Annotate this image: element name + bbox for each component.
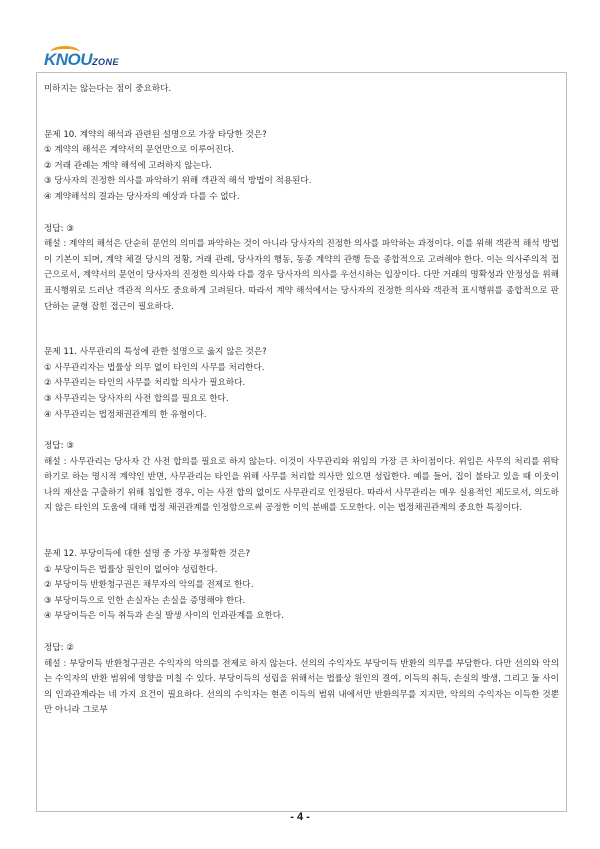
question-option: ③ 사무관리는 당사자의 사전 합의를 필요로 한다. <box>44 393 229 404</box>
question-option: ③ 당사자의 진정한 의사를 파악하기 위해 객관적 해석 방법이 적용된다. <box>44 176 312 187</box>
question-option: ② 사무관리는 타인의 사무를 처리할 의사가 필요하다. <box>44 378 246 389</box>
explanation-text: 해설 : 부당이득 반환청구권은 수익자의 악의를 전제로 하지 않는다. 선의의 수익자도 부당이득 반환의 의무를 부담한다. 다만 선의와 악의는 수익자의 반환 범위에 영향을 미칠 수 있다. 부당이득의 성립을 위해서는 법률상 원인의 결여, 이득의 취득, 손실의 발생, 그리고 둘 사이의 인과관계라는 네 가지 요건이 필요하다. 선의의 수익자는 현존 이득의 범위 내에서만 반환의무를 지지만, 악의의 수익자는 이득한 것뿐만 아니라 그로부 <box>44 658 559 716</box>
page-content <box>44 82 559 719</box>
question-option: ① 부당이득은 법률상 원인이 없어야 성립한다. <box>44 564 218 575</box>
logo-arc-icon <box>50 46 80 59</box>
intro-text: 미하지는 않는다는 점이 중요하다. <box>44 84 172 94</box>
answer-text: 정답: ③ <box>44 441 74 452</box>
answer-text: 정답: ③ <box>44 223 74 234</box>
logo-main-text: KNOU <box>44 50 93 69</box>
question-option: ① 사무관리자는 법률상 의무 없이 타인의 사무를 처리한다. <box>44 362 265 373</box>
explanation-text: 해설 : 계약의 해석은 단순히 문언의 의미를 파악하는 것이 아니라 당사자의 진정한 의사를 파악하는 과정이다. 이를 위해 객관적 해석 방법이 기본이 되며, 계약 체결 당시의 정황, 거래 관례, 당사자의 행동, 동종 계약의 관행 등을 종합적으로 고려해야 한다. 이는 의사주의적 접근으로서, 계약서의 문언이 당사자의 진정한 의사와 다를 경우 당사자의 의사를 우선시하는 입장이다. 다만 거래의 명확성과 안정성을 위해 표시행위로 드러난 객관적 의사도 중요하게 고려된다. 따라서 계약 해석에서는 당사자의 진정한 의사와 객관적 표시행위를 종합적으로 판단하는 균형 잡힌 접근이 필요하다. <box>44 239 559 312</box>
explanation-text: 해설 : 사무관리는 당사자 간 사전 합의를 필요로 하지 않는다. 이것이 사무관리와 위임의 가장 큰 차이점이다. 위임은 사무의 처리를 위탁하기로 하는 명시적 계약인 반면, 사무관리는 타인을 위해 사무를 처리할 의사만 있으면 성립한다. 예를 들어, 집이 불타고 있을 때 이웃이 나의 재산을 구출하기 위해 침입한 경우, 이는 사전 합의 없이도 사무관리로 인정된다. 따라서 사무관리는 매우 실용적인 제도로서, 의도하지 않은 타인의 도움에 대해 법정 채권관계를 인정함으로써 공정한 이익 분배를 도모한다. 이는 법정채권관계의 중요한 특징이다. <box>44 456 559 514</box>
question-title: 문제 11. 사무관리의 특성에 관한 설명으로 옳지 않은 것은? <box>44 347 267 358</box>
question-option: ③ 부당이득으로 인한 손실자는 손실을 증명해야 한다. <box>44 595 246 606</box>
question-option: ② 거래 관례는 계약 해석에 고려하지 않는다. <box>44 160 212 171</box>
question-option: ① 계약의 해석은 계약서의 문언만으로 이루어진다. <box>44 145 235 156</box>
logo-sub-text: ZONE <box>92 57 120 67</box>
question-option: ④ 계약해석의 결과는 당사자의 예상과 다를 수 없다. <box>44 191 240 202</box>
question-title: 문제 12. 부당이득에 대한 설명 중 가장 부정확한 것은? <box>44 549 251 560</box>
page-number: - 4 - <box>290 811 310 823</box>
question-title: 문제 10. 계약의 해석과 관련된 설명으로 가장 타당한 것은? <box>44 129 267 140</box>
knouzone-logo <box>44 50 119 70</box>
question-option: ④ 부당이득은 이득 취득과 손실 발생 사이의 인과관계를 요한다. <box>44 611 284 622</box>
question-option: ④ 사무관리는 법정채권관계의 한 유형이다. <box>44 409 207 420</box>
question-option: ② 부당이득 반환청구권은 채무자의 악의를 전제로 한다. <box>44 580 254 591</box>
answer-text: 정답: ② <box>44 643 74 654</box>
